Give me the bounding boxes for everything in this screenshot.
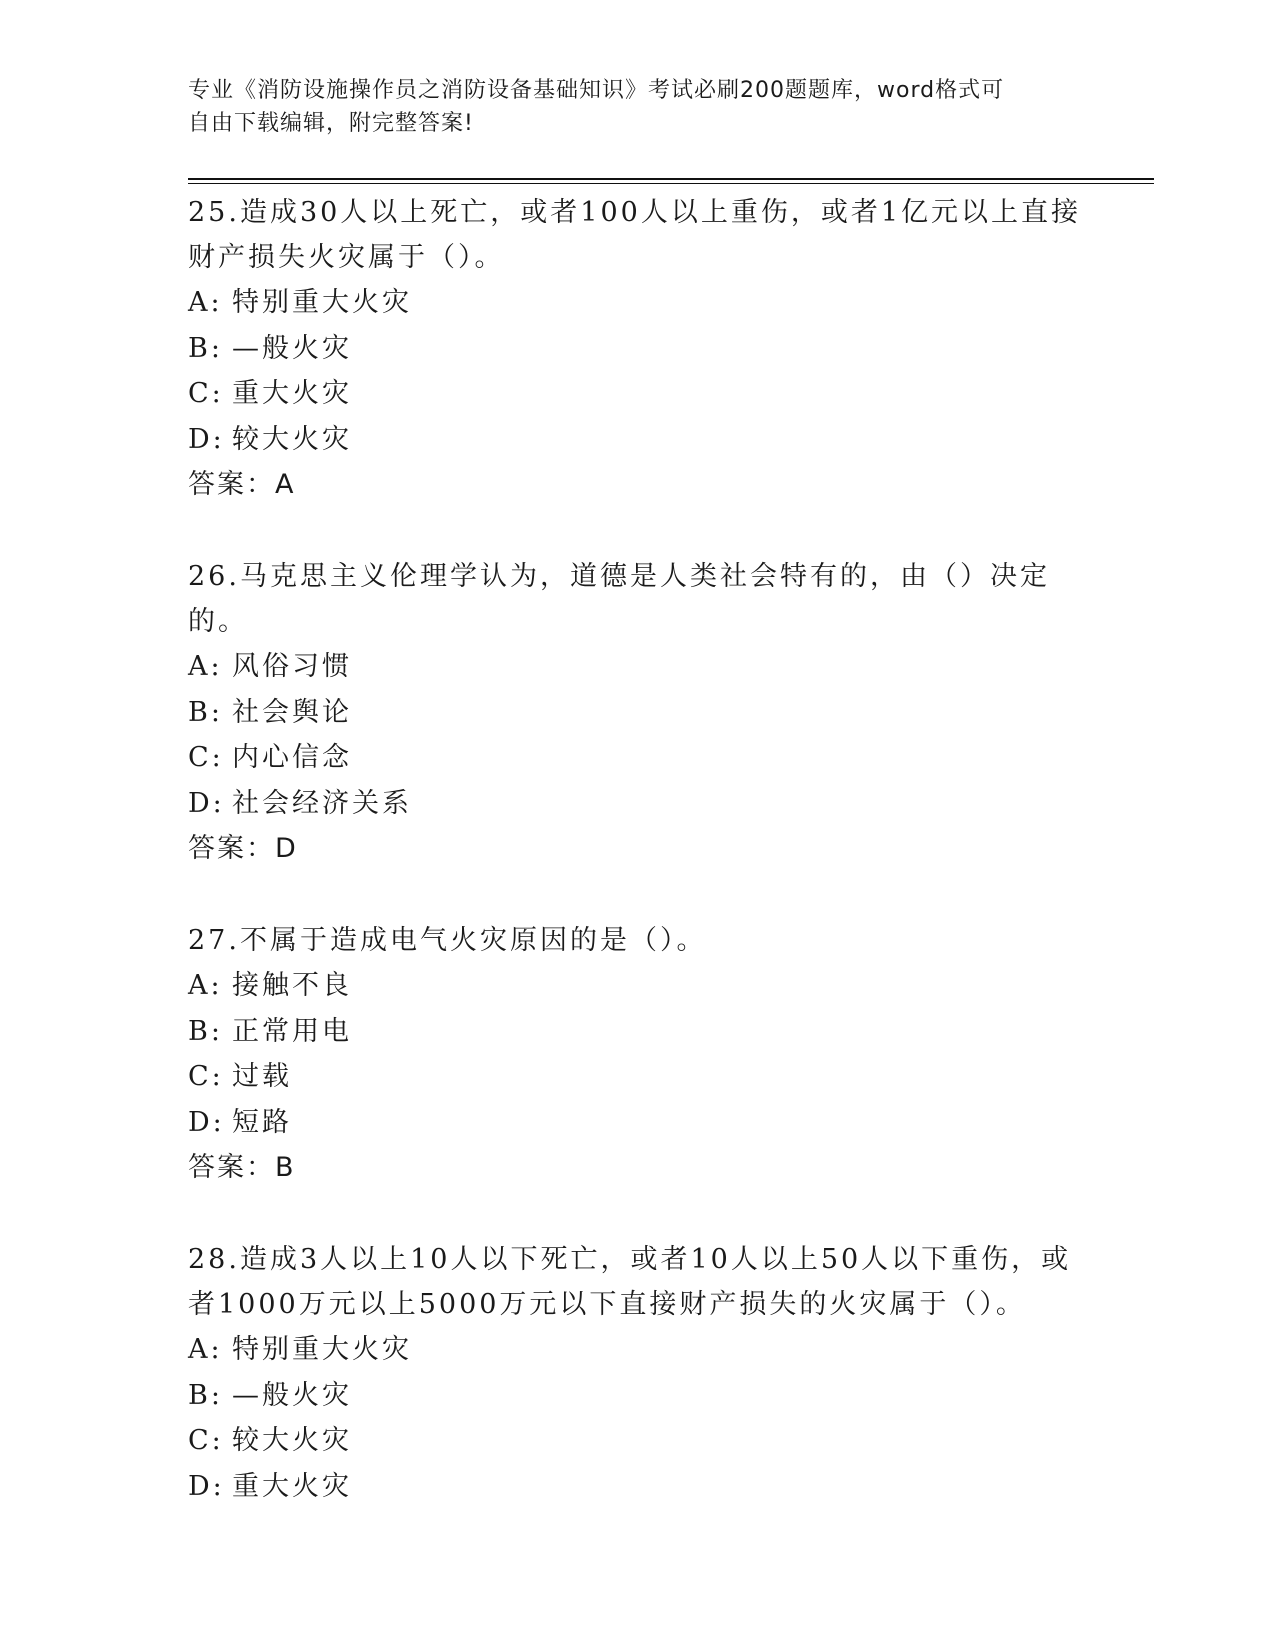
option-a: A: 风俗习惯 [188, 651, 352, 682]
question-stem: 28.造成3人以上10人以下死亡，或者10人以上50人以下重伤，或 者1000万元以上5000万元以下直接财产损失的火灾属于（）。 [188, 1244, 1072, 1320]
header-line-1: 专业《消防设施操作员之消防设备基础知识》考试必刷200题题库，word格式可 [188, 78, 1005, 103]
question-28 [188, 1237, 1088, 1509]
header-divider-thin [188, 183, 1154, 184]
document-header [188, 74, 1078, 140]
option-a: A: 接触不良 [188, 970, 352, 1001]
option-d: D: 短路 [188, 1106, 292, 1138]
question-27 [188, 918, 1088, 1190]
answer: 答案：D [188, 833, 298, 864]
header-divider [188, 178, 1154, 180]
question-25 [188, 190, 1088, 507]
option-d: D: 社会经济关系 [188, 787, 412, 819]
option-a: A: 特别重大火灾 [188, 1334, 412, 1365]
answer: 答案：B [188, 1152, 296, 1183]
option-c: C: 内心信念 [188, 742, 352, 773]
question-stem: 25.造成30人以上死亡，或者100人以上重伤，或者1亿元以上直接 财产损失火灾属于（）。 [188, 197, 1082, 273]
spacer [188, 871, 1088, 918]
option-b: B: —般火灾 [188, 1379, 352, 1411]
option-d: D: 重大火灾 [188, 1470, 352, 1502]
question-26 [188, 554, 1088, 871]
answer: 答案：A [188, 469, 296, 500]
spacer [188, 1190, 1088, 1237]
question-stem: 27.不属于造成电气火灾原因的是（）。 [188, 925, 707, 956]
option-b: B: —般火灾 [188, 332, 352, 364]
question-list [188, 190, 1088, 1509]
question-stem: 26.马克思主义伦理学认为，道德是人类社会特有的，由（）决定的。 [188, 561, 1050, 637]
option-b: B: 正常用电 [188, 1015, 352, 1047]
option-d: D: 较大火灾 [188, 423, 352, 455]
option-b: B: 社会舆论 [188, 696, 352, 728]
option-a: A: 特别重大火灾 [188, 287, 412, 318]
option-c: C: 过载 [188, 1061, 292, 1092]
option-c: C: 较大火灾 [188, 1425, 352, 1456]
spacer [188, 507, 1088, 554]
option-c: C: 重大火灾 [188, 378, 352, 409]
header-line-2: 自由下载编辑，附完整答案! [188, 111, 474, 136]
